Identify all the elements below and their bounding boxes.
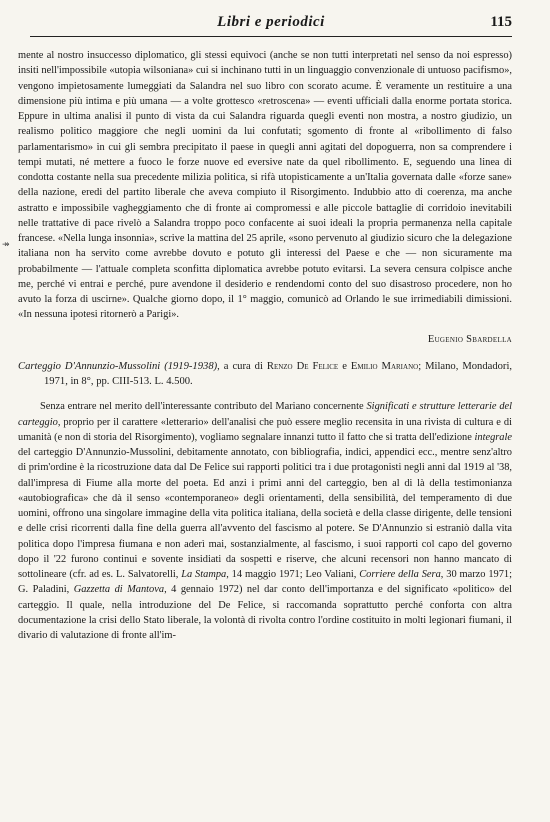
review-body-text: Senza entrare nel merito dell'interessante contributo del Mariano concernente: [40, 401, 367, 413]
review-body-italic: Corriere della Sera: [359, 569, 441, 580]
review-body-text: , 4 gennaio 1972) nel dar conto dell'importanza e del significato «politico» del carteggio. Il quale, nella introduzione del De Felice, si raccomanda soprattutto perché conforta con altra documentazione la crisi dello Stato liberale, la volontà di rivolta contro l'ordine costituito in molti legionari fiumani, il divario di valutazione di fronte all'im-: [18, 584, 512, 641]
article-end-paragraph: mente al nostro insuccesso diplomatico, gli stessi equivoci (anche se non tutti interpretati nel senso da noi espresso) insiti nell'impossibile «utopia wilsoniana» cui si inchinano tutti in un linguaggio convenzionale di untuoso pacifismo», vengono impietosamente lumeggiati da Salandra nel suo libro con scorato acume. È veramente un restituire a una dimensione più intima e più umana — a volte grottesco «retroscena» — eventi ufficiali dalla enorme portata storica. Eppure in ultima analisi il punto di vista da cui Salandra riguarda quegli eventi non mostra, a nostro giudizio, un realismo politico maggiore che negli uomini da lui confutati; sgomento di fronte al «ribollimento di falso parlamentarismo» in cui gli sembra precipitato il paese in quegli anni agitati del dopoguerra, non sa comprendere i tempi mutati, né mettere a fuoco le forze nuove ed eversive nate da quel ribollimento. E, seguendo una linea di condotta costante nella sua precedente milizia politica, si rifà utopisticamente a un'Italia governata dalle «forze sane» della nazione, eredi del partito liberale che aveva compiuto il Risorgimento. Indubbio atto di coerenza, ma anche astratto e impossibile vagheggiamento che di fronte ai compromessi e alle piccole battaglie di corridoio inevitabili nelle trattative di pace rivelò a Salandra troppo poco confacente ai suoi ideali la propria permanenza nella capitale francese. «Nella lunga insonnia», scrive la mattina del 25 aprile, «sono pervenuto al giudizio sicuro che la delegazione italiana non ha servito come avrebbe dovuto e potuto gli interessi del Paese e che — non sicuramente ma probabilmente — l'attuale completa sconfitta diplomatica avrebbe potuto evitarsi. La severa censura colpisce anche me, perché vi entrai e perché, pure avendone il desiderio e rendendomi conto del suo disastroso procedere, non ho avuto la forza di uscirne». Qualche giorno dopo, il 1° maggio, comunicò ad Orlando le sue irrimediabili dimissioni. «In nessuna ipotesi ritornerò a Parigi».: [18, 50, 512, 321]
review-publication: ; Milano, Mondadori, 1971, in 8°, pp. CIII-513. L. 4.500.: [44, 360, 513, 387]
review-citation: [18, 359, 512, 390]
running-title: Libri e periodici: [217, 14, 325, 30]
page-number: 115: [490, 14, 512, 30]
running-header: [30, 14, 512, 37]
review-body-italic: Significati e strutture letterarie del carteggio: [18, 401, 513, 428]
review-body: [18, 399, 512, 643]
body-text: [18, 48, 512, 643]
review-editors-prefix: , a cura di: [217, 360, 263, 372]
review-body-text: del carteggio D'Annunzio-Mussolini, debitamente annotato, con bibliografia, indici, appendici ecc., mentre senz'altro di prim'ordine è la ricostruzione data dal De Felice sui rapporti politici tra i due protagonisti negli anni dal 1919 al '38, dall'impresa di Fiume alla morte del poeta. Ed anzi i primi anni del carteggio, ben al di là della testimonianza «autobiografica» che dà il senso «contemporaneo» degli orientamenti, della sensibilità, del temperamento di due uomini, offrono una singolare immagine della vita politica italiana, della società e della classe dirigente, delle tensioni e delle crisi ricorrenti dalla fine della guerra all'avvento del fascismo al potere. Se D'Annunzio si estraniò dalla vita politica dopo l'impresa fiumana e non aderì mai, sostanzialmente, al fascismo, i suoi rapporti col capo del governo dopo il '22 furono continui e sovente insidiati da sospetti e riserve, che alcuni recensori non hanno mancato di sottolineare (cfr. ad es. L. Salvatorelli,: [18, 447, 512, 580]
review-body-text: , 30 marzo 1971; G. Paladini,: [18, 569, 513, 596]
review-body-italic: integrale: [474, 431, 512, 443]
review-editor-1: Renzo De Felice: [266, 360, 339, 372]
review-body-italic: Gazzetta di Mantova: [73, 584, 165, 596]
review-book-years: (1919-1938): [164, 360, 218, 372]
review-book-title: Carteggio D'Annunzio-Mussolini: [18, 360, 161, 372]
margin-mark-icon: ↠: [2, 240, 10, 250]
author-signature: Eugenio Sbardella: [427, 333, 512, 345]
review-body-text: , 14 maggio 1971; Leo Valiani,: [226, 569, 360, 580]
review-editor-2: Emilio Mariano: [350, 360, 419, 372]
review-body-italic: La Stampa: [181, 569, 227, 580]
review-editors-joiner: e: [342, 360, 347, 372]
review-body-text: , proprio per il carattere «letterario» dell'analisi che può essere meglio recensita in una rivista di cultura e di umanità (e non di storia del Risorgimento), vogliamo segnalare innanzi tutto il fatto che si tratta dell'edizione: [18, 416, 512, 443]
